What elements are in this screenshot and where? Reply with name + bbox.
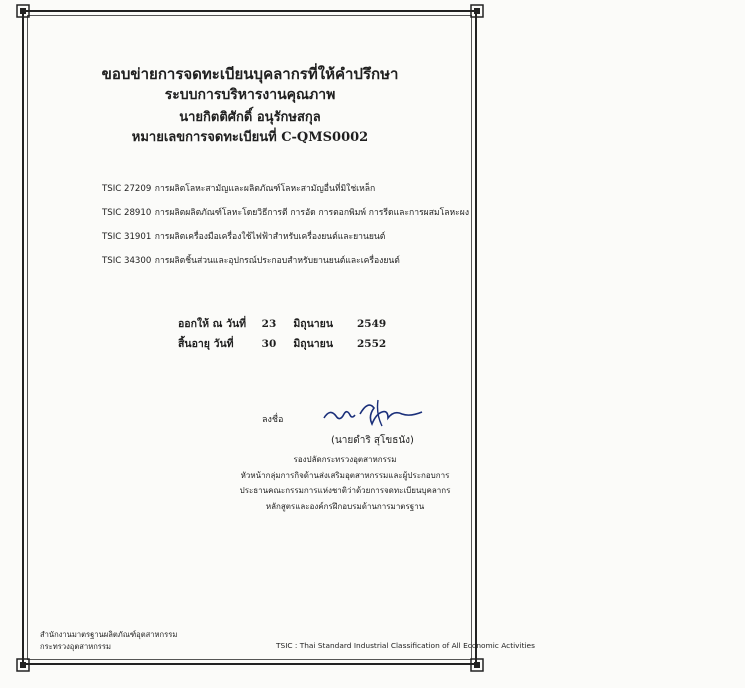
issue-year: 2549 [356, 318, 387, 330]
corner-ornament-icon [470, 658, 484, 672]
list-item [102, 253, 469, 277]
signer-name: (นายดำริ สุโขธนัง) [331, 435, 414, 446]
validity-dates [178, 315, 386, 355]
tsic-footnote: TSIC : Thai Standard Industrial Classification of All Economic Activities [276, 641, 535, 650]
tsic-code: TSIC 34300 [102, 256, 152, 266]
expiry-day: 30 [261, 338, 277, 350]
expiry-date-label: สิ้นอายุ วันที่ [178, 338, 234, 350]
issue-date-label: ออกให้ ณ วันที่ [178, 318, 247, 330]
issue-date-row [178, 315, 386, 335]
registration-number: หมายเลขการจดทะเบียนที่ C-QMS0002 [131, 130, 369, 145]
list-item [102, 181, 469, 205]
tsic-list [102, 181, 469, 277]
signature-label: ลงชื่อ [262, 415, 284, 425]
issuing-agency [40, 629, 177, 653]
tsic-code: TSIC 28910 [102, 208, 152, 218]
expiry-month: มิถุนายน [293, 338, 333, 350]
agency-name: สำนักงานมาตรฐานผลิตภัณฑ์อุตสาหกรรม [40, 630, 178, 639]
tsic-code: TSIC 27209 [102, 184, 152, 194]
tsic-code: TSIC 31901 [102, 232, 152, 242]
document-subtitle: ระบบการบริหารงานคุณภาพ [164, 87, 336, 103]
registrant-name: นายกิตติศักดิ์ อนุรักษสกุล [179, 110, 321, 125]
tsic-description: การผลิตผลิตภัณฑ์โลหะโดยวิธีการตี การอัด การตอกพิมพ์ การรีดและการผสมโลหะผง [154, 208, 470, 218]
expiry-date-row [178, 335, 386, 355]
signer-position: รองปลัดกระทรวงอุตสาหกรรม [293, 455, 397, 464]
corner-ornament-icon [16, 4, 30, 18]
issue-month: มิถุนายน [293, 318, 333, 330]
expiry-year: 2552 [356, 338, 387, 350]
signer-position: ประธานคณะกรรมการแห่งชาติว่าด้วยการจดทะเบียนบุคลากร [239, 486, 451, 495]
list-item [102, 205, 469, 229]
signer-titles [220, 452, 470, 514]
signer-position: หลักสูตรและองค์กรฝึกอบรมด้านการมาตรฐาน [265, 501, 425, 511]
issue-day: 23 [261, 318, 277, 330]
corner-ornament-icon [16, 658, 30, 672]
signer-position: หัวหน้ากลุ่มการกิจด้านส่งเสริมอุตสาหกรรมและผู้ประกอบการ [240, 470, 450, 480]
tsic-description: การผลิตชิ้นส่วนและอุปกรณ์ประกอบสำหรับยานยนต์และเครื่องยนต์ [154, 256, 400, 266]
ministry-name: กระทรวงอุตสาหกรรม [40, 642, 111, 651]
corner-ornament-icon [470, 4, 484, 18]
tsic-description: การผลิตเครื่องมือเครื่องใช้ไฟฟ้าสำหรับเครื่องยนต์และยานยนต์ [154, 232, 386, 242]
signature-icon [320, 396, 430, 430]
list-item [102, 229, 469, 253]
document-title: ขอบข่ายการจดทะเบียนบุคลากรที่ให้คำปรึกษา [101, 65, 399, 83]
tsic-description: การผลิตโลหะสามัญและผลิตภัณฑ์โลหะสามัญอื่นที่มิใช่เหล็ก [154, 184, 376, 194]
